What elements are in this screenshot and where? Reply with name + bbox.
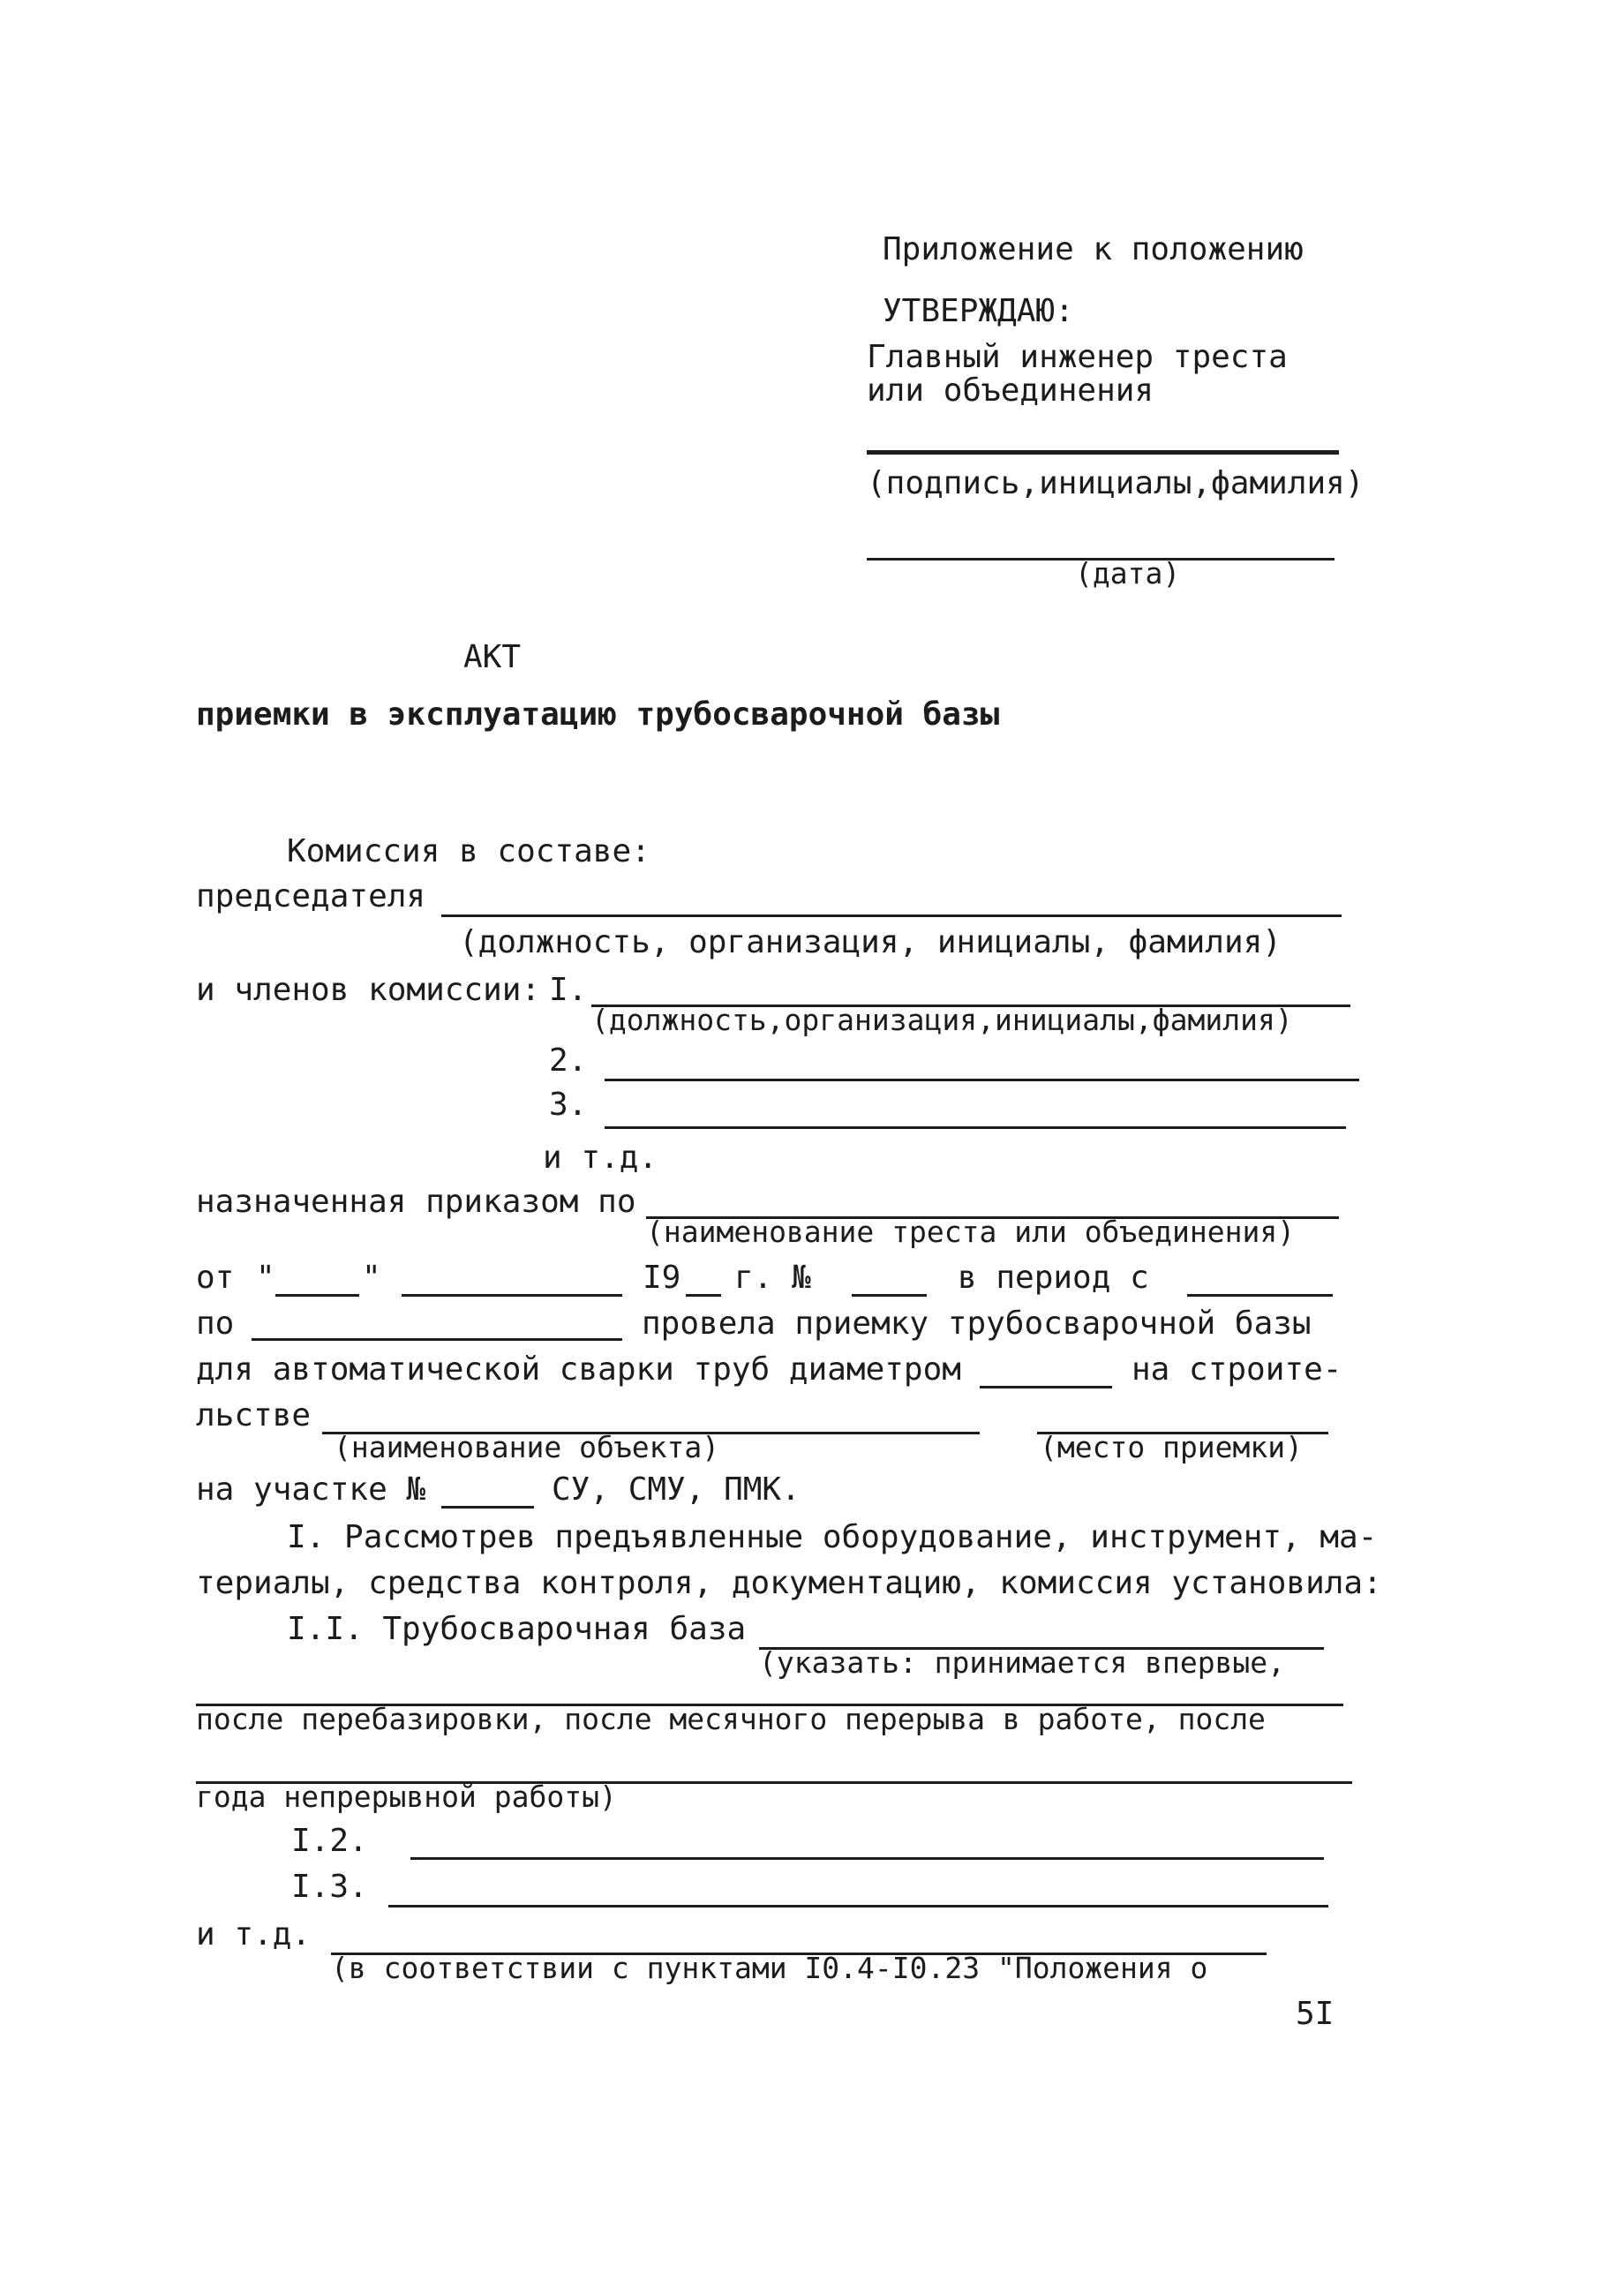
item-1-3-label: I.3.: [291, 1869, 368, 1905]
item-1-1-caption2: после перебазировки, после месячного перерыва в работе, после: [196, 1702, 1266, 1736]
year-suffix: г. №: [734, 1260, 811, 1296]
items-etc: и т.д.: [196, 1916, 312, 1953]
member-2-line: [605, 1079, 1359, 1081]
site-units: СУ, СМУ, ПМК.: [552, 1471, 801, 1508]
period-from-line: [1187, 1294, 1333, 1297]
period-label: в период с: [958, 1260, 1149, 1296]
conducted-text: провела приемку трубосварочной базы: [642, 1306, 1312, 1342]
quote-close: ": [362, 1260, 381, 1296]
act-subject: приемки в эксплуатацию трубосварочной базы: [196, 696, 1000, 733]
approve-heading: УТВЕРЖДАЮ:: [883, 293, 1074, 329]
member-3-line: [605, 1126, 1346, 1129]
place-caption: (место приемки): [1040, 1430, 1304, 1464]
year-label: I9: [643, 1260, 681, 1296]
item-1-1-caption1: (указать: принимается впервые,: [759, 1645, 1286, 1680]
for-welding-text: для автоматической сварки труб диаметром: [196, 1351, 961, 1388]
appointed-label: назначенная приказом по: [196, 1184, 636, 1220]
year-line: [686, 1294, 721, 1297]
member-3-number: 3.: [549, 1087, 588, 1123]
signature-line: [867, 450, 1339, 455]
month-line: [402, 1294, 622, 1297]
date-caption: (дата): [1075, 556, 1181, 591]
trust-caption: (наименование треста или объединения): [646, 1215, 1296, 1249]
chairman-caption: (должность, организация, инициалы, фамилия): [459, 924, 1282, 960]
member-1-number: I.: [549, 972, 588, 1008]
day-line: [275, 1294, 359, 1297]
from-label: от: [196, 1260, 235, 1296]
members-label: и членов комиссии:: [196, 972, 541, 1008]
position-line-1: Главный инженер треста: [867, 339, 1288, 375]
appendix-note: Приложение к положению: [883, 231, 1304, 267]
order-number-line: [852, 1294, 927, 1297]
diameter-line: [980, 1386, 1112, 1388]
position-line-2: или объединения: [867, 372, 1154, 409]
chairman-line: [441, 914, 1342, 917]
item-1-3-line: [388, 1905, 1328, 1907]
item-1-1-label: I.I. Трубосварочная база: [287, 1611, 747, 1647]
section1-para-line2: териалы, средства контроля, документацию, комиссия установила:: [196, 1565, 1382, 1601]
object-caption: (наименование объекта): [334, 1430, 720, 1464]
act-title: АКТ: [463, 639, 522, 675]
page-number: 5I: [1296, 1996, 1335, 2032]
signature-caption: (подпись,инициалы,фамилия): [867, 465, 1365, 501]
commission-intro: Комиссия в составе:: [287, 833, 650, 869]
member-2-number: 2.: [549, 1042, 588, 1079]
item-1-1-caption3: года непрерывной работы): [196, 1780, 617, 1814]
item-1-2-label: I.2.: [291, 1823, 368, 1859]
reference-caption: (в соответствии с пунктами I0.4-I0.23 "Положения о: [331, 1951, 1208, 1985]
period-to-line: [252, 1338, 622, 1341]
site-number-line: [441, 1506, 534, 1509]
quote-open: ": [256, 1260, 275, 1296]
site-label: на участке №: [196, 1471, 426, 1508]
item-1-2-line: [410, 1857, 1324, 1860]
members-etc: и т.д.: [543, 1140, 658, 1176]
to-label: по: [196, 1306, 235, 1342]
chairman-label: председателя: [196, 878, 426, 914]
section1-para-line1: I. Рассмотрев предъявленные оборудование, инструмент, ма-: [287, 1519, 1378, 1555]
member-caption: (должность,организация,инициалы,фамилия): [591, 1003, 1293, 1037]
construction-cont: льстве: [196, 1397, 312, 1433]
on-construction-text: на строите-: [1132, 1351, 1342, 1388]
